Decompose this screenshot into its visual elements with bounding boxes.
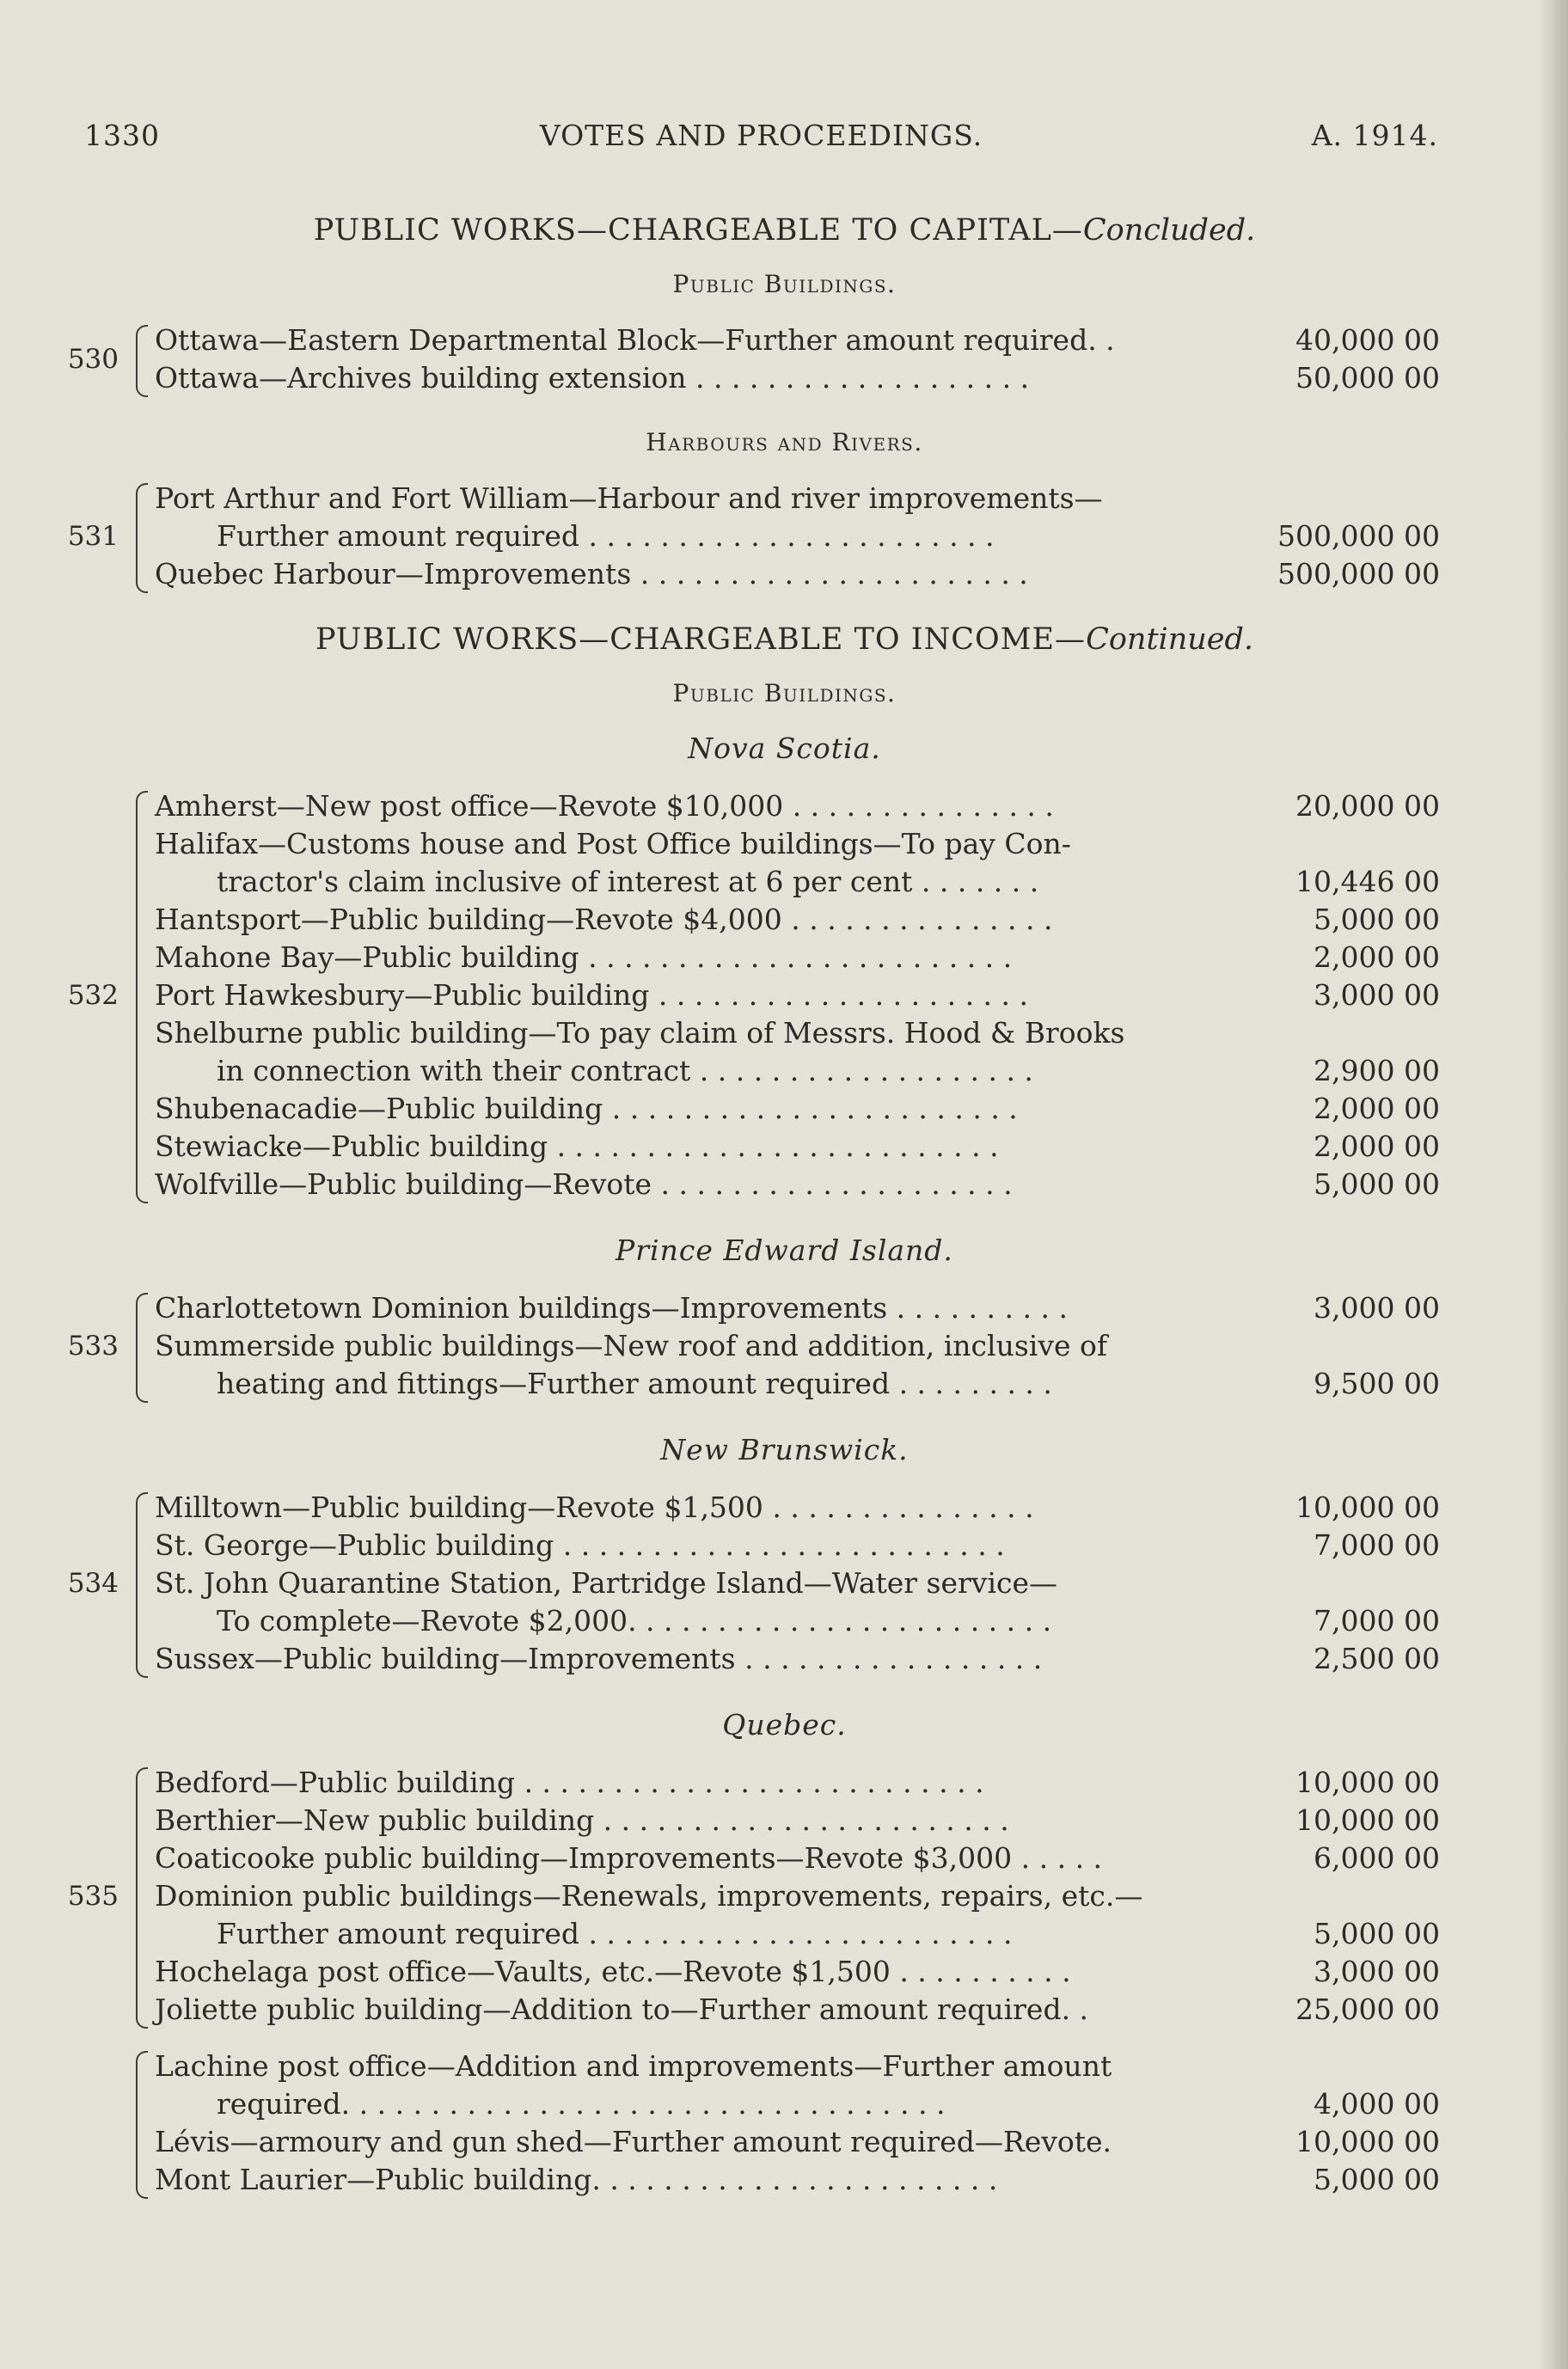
entry-amount: 500,000 00 [1277,519,1440,553]
section-title-suffix: Concluded. [1082,213,1256,248]
entry-description: Berthier—New public building . . . . . . . . . . . . . . . . . . . . . . . [155,1803,1009,1837]
vote-number: 530 [67,344,119,375]
appropriation-entry [129,555,1440,593]
entry-amount: 3,000 00 [1314,978,1440,1012]
entry-amount: 2,500 00 [1314,1642,1440,1675]
entry-amount: 6,000 00 [1314,1841,1440,1875]
appropriation-entry [129,2123,1440,2161]
appropriation-entry [129,321,1440,359]
subsection-heading: Harbours and Rivers. [646,428,923,456]
section-title-suffix: Continued. [1086,622,1254,657]
appropriation-entry [129,1166,1440,1203]
vote-group [67,321,1440,397]
appropriation-entry [129,787,1440,825]
appropriation-entry [129,939,1440,976]
vote-group [67,480,1440,593]
entry-continuation: Further amount required . . . . . . . . . . . . . . . . . . . . . . . . [217,1917,1013,1950]
entry-description: Port Arthur and Fort William—Harbour and river improvements— [155,481,1103,515]
entry-amount: 10,000 00 [1295,2125,1440,2158]
entry-description: Joliette public building—Addition to—Further amount required. . [155,1993,1089,2026]
entry-description: Summerside public buildings—New roof and addition, inclusive of [155,1329,1108,1362]
appropriation-entry [129,480,1440,555]
entry-amount: 3,000 00 [1314,1955,1440,1988]
document-body [67,203,1440,2218]
appropriation-entry [129,1564,1440,1640]
entry-amount: 25,000 00 [1295,1993,1440,2026]
region-heading: Quebec. [722,1708,847,1742]
entry-amount: 2,000 00 [1314,1092,1440,1125]
entry-description: Lévis—armoury and gun shed—Further amount required—Revote. [155,2125,1112,2158]
entry-description: Sussex—Public building—Improvements . . . . . . . . . . . . . . . . . [155,1642,1043,1675]
entry-amount: 10,000 00 [1295,1491,1440,1524]
entry-description: Port Hawkesbury—Public building . . . . . . . . . . . . . . . . . . . . . [155,978,1028,1012]
entry-description: Halifax—Customs house and Post Office buildings—To pay Con- [155,827,1071,860]
entry-description: Stewiacke—Public building . . . . . . . . . . . . . . . . . . . . . . . . . [155,1129,999,1163]
region-heading: Prince Edward Island. [616,1233,953,1267]
vote-number: 532 [67,980,119,1011]
entry-description: Bedford—Public building . . . . . . . . . . . . . . . . . . . . . . . . . . [155,1766,984,1799]
vote-group [67,787,1440,1203]
appropriation-entry [129,1327,1440,1403]
appropriation-entry [129,976,1440,1014]
appropriation-entry [129,1489,1440,1527]
page-edge-shadow [1539,0,1568,2369]
appropriation-entry [129,1090,1440,1128]
appropriation-entry [129,1839,1440,1877]
entry-amount: 3,000 00 [1314,1291,1440,1325]
entry-description: Coaticooke public building—Improvements—Revote $3,000 . . . . . [155,1841,1103,1875]
entry-continuation: required. . . . . . . . . . . . . . . . . . . . . . . . . . . . . . . . . . [217,2087,946,2121]
entry-amount: 2,000 00 [1314,1129,1440,1163]
appropriation-entry [129,1802,1440,1839]
appropriation-entry [129,1527,1440,1564]
subsection-heading: Public Buildings. [672,270,897,298]
entry-description: Shubenacadie—Public building . . . . . . . . . . . . . . . . . . . . . . . [155,1092,1018,1125]
entry-amount: 500,000 00 [1277,557,1440,591]
appropriation-entry [129,1014,1440,1090]
entry-description: Shelburne public building—To pay claim of Messrs. Hood & Brooks [155,1016,1125,1050]
entry-amount: 5,000 00 [1314,903,1440,936]
vote-number: 533 [67,1331,119,1362]
entry-description: Mahone Bay—Public building . . . . . . . . . . . . . . . . . . . . . . . . [155,940,1013,974]
running-header [84,119,1438,162]
appropriation-entry [129,1953,1440,1991]
entry-amount: 10,000 00 [1295,1803,1440,1837]
entry-amount: 20,000 00 [1295,789,1440,823]
entry-amount: 5,000 00 [1314,1917,1440,1950]
appropriation-entry [129,1764,1440,1802]
entry-amount: 2,900 00 [1314,1054,1440,1087]
appropriation-entry [129,1289,1440,1327]
entry-amount: 9,500 00 [1314,1367,1440,1400]
vote-group [67,1289,1440,1403]
entry-amount: 7,000 00 [1314,1528,1440,1562]
entry-amount: 10,000 00 [1295,1766,1440,1799]
vote-number: 535 [67,1881,119,1912]
entry-amount: 2,000 00 [1314,940,1440,974]
entry-amount: 5,000 00 [1314,2163,1440,2196]
entry-continuation: heating and fittings—Further amount required . . . . . . . . . [217,1367,1052,1400]
appropriation-entry [129,2161,1440,2199]
entry-amount: 50,000 00 [1295,361,1440,395]
region-heading: Nova Scotia. [688,732,881,765]
appropriation-entry [129,901,1440,939]
entry-continuation: in connection with their contract . . . . . . . . . . . . . . . . . . . [217,1054,1033,1087]
entry-continuation: Further amount required . . . . . . . . . . . . . . . . . . . . . . . [217,519,995,553]
entry-amount: 4,000 00 [1314,2087,1440,2121]
appropriation-entry [129,359,1440,397]
entry-description: Milltown—Public building—Revote $1,500 . . . . . . . . . . . . . . . [155,1491,1034,1524]
entry-continuation: tractor's claim inclusive of interest at 6 per cent . . . . . . . [217,865,1039,898]
entry-amount: 40,000 00 [1295,323,1440,357]
entry-amount: 7,000 00 [1314,1604,1440,1637]
appropriation-entry [129,1991,1440,2029]
subsection-heading: Public Buildings. [672,679,897,707]
page-number: 1330 [84,119,160,152]
vote-number: 534 [67,1568,119,1599]
vote-group [67,1489,1440,1678]
section-title-text: PUBLIC WORKS—CHARGEABLE TO INCOME— [315,622,1087,657]
section-title-text: PUBLIC WORKS—CHARGEABLE TO CAPITAL— [313,213,1083,248]
entry-description: Ottawa—Eastern Departmental Block—Further amount required. . [155,323,1115,357]
entry-description: Dominion public buildings—Renewals, improvements, repairs, etc.— [155,1879,1143,1913]
entry-description: Wolfville—Public building—Revote . . . . . . . . . . . . . . . . . . . . [155,1167,1013,1201]
section-title [129,612,1440,667]
entry-description: Lachine post office—Addition and improvements—Further amount [155,2049,1112,2083]
entry-continuation: To complete—Revote $2,000. . . . . . . . . . . . . . . . . . . . . . . . [217,1604,1052,1637]
header-title: VOTES AND PROCEEDINGS. [539,119,983,152]
vote-group [129,2048,1440,2199]
header-year: A. 1914. [1311,119,1438,152]
entry-description: St. John Quarantine Station, Partridge Island—Water service— [155,1566,1058,1600]
entry-description: Hantsport—Public building—Revote $4,000 . . . . . . . . . . . . . . . [155,903,1053,936]
appropriation-entry [129,1128,1440,1166]
section-title [129,203,1440,258]
entry-description: Ottawa—Archives building extension . . . . . . . . . . . . . . . . . . . [155,361,1030,395]
entry-description: Amherst—New post office—Revote $10,000 . . . . . . . . . . . . . . . [155,789,1054,823]
entry-description: St. George—Public building . . . . . . . . . . . . . . . . . . . . . . . . . [155,1528,1005,1562]
entry-amount: 10,446 00 [1295,865,1440,898]
entry-description: Charlottetown Dominion buildings—Improvements . . . . . . . . . . [155,1291,1068,1325]
entry-description: Quebec Harbour—Improvements . . . . . . . . . . . . . . . . . . . . . . [155,557,1028,591]
region-heading: New Brunswick. [660,1433,909,1466]
entry-description: Hochelaga post office—Vaults, etc.—Revote $1,500 . . . . . . . . . . [155,1955,1071,1988]
vote-group [67,1764,1440,2029]
appropriation-entry [129,1877,1440,1953]
appropriation-entry [129,2048,1440,2123]
appropriation-entry [129,1640,1440,1678]
entry-description: Mont Laurier—Public building. . . . . . . . . . . . . . . . . . . . . . . [155,2163,998,2196]
vote-number: 531 [67,521,119,552]
entry-amount: 5,000 00 [1314,1167,1440,1201]
appropriation-entry [129,825,1440,901]
